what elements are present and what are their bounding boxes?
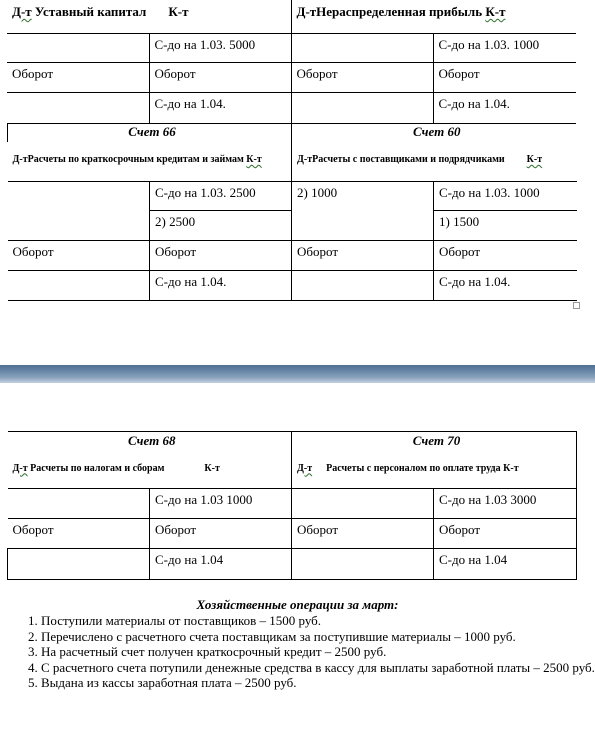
- cell-turnover: Оборот: [291, 62, 433, 92]
- header-payroll: [292, 451, 577, 489]
- table-resize-handle[interactable]: [573, 302, 580, 309]
- operation-item: 1. Поступили материалы от поставщиков – 1500 руб.: [41, 613, 595, 629]
- cell-turnover: Оборот: [292, 519, 434, 549]
- header-short-term-loans: [8, 142, 292, 181]
- cell-opening-balance: С-до на 1.03. 1000: [434, 181, 577, 210]
- cell-empty: [7, 92, 149, 123]
- account-name-60: [292, 123, 577, 142]
- account-number: Счет 70: [412, 433, 461, 448]
- operations-list: [0, 613, 595, 691]
- page-separator: [0, 365, 595, 383]
- cell-turnover: Оборот: [292, 240, 434, 270]
- account-name-66: [8, 123, 292, 142]
- header-retained-earnings: [291, 0, 576, 33]
- cell-opening-balance: С-до на 1.03. 2500: [150, 181, 292, 210]
- cell-closing-balance: С-до на 1.04: [434, 549, 577, 580]
- credit-label: К-т: [246, 154, 262, 165]
- header-taxes: [8, 451, 292, 489]
- cell-opening-balance: С-до на 1.03. 5000: [149, 33, 291, 62]
- cell-turnover: Оборот: [149, 62, 291, 92]
- account-name-68: [8, 432, 292, 451]
- cell-closing-balance: С-до на 1.04.: [150, 270, 292, 300]
- cell-turnover: Оборот: [150, 519, 292, 549]
- account-title: Расчеты по краткосрочным кредитам и займам: [27, 154, 244, 165]
- cell-empty: [292, 489, 434, 519]
- cell-turnover: Оборот: [150, 240, 292, 270]
- account-table-66-60: [7, 123, 577, 301]
- debit-label: Д-т: [296, 4, 317, 19]
- account-table-68-70: [7, 431, 577, 580]
- credit-label: К-т: [204, 462, 220, 474]
- debit-label: Д-т: [297, 462, 313, 474]
- credit-label: К-т: [485, 4, 506, 19]
- cell-turnover: Оборот: [7, 62, 149, 92]
- operation-item: 4. С расчетного счета потупили денежные средства в кассу для выплаты заработной платы – 2500 руб.: [41, 660, 595, 676]
- debit-label: Д-т: [12, 462, 28, 474]
- account-title: Расчеты с персоналом по оплате труда: [326, 462, 501, 474]
- cell-turnover: Оборот: [8, 519, 150, 549]
- credit-label: К-т: [503, 462, 519, 474]
- cell-empty: [291, 92, 433, 123]
- account-title: Расчеты с поставщиками и подрядчиками: [312, 154, 505, 165]
- account-title: Уставный капитал: [34, 4, 147, 19]
- operation-item: 3. На расчетный счет получен краткосрочный кредит – 2500 руб.: [41, 644, 595, 660]
- debit-label: Д-т: [12, 154, 28, 165]
- debit-label: Д-т: [12, 4, 32, 19]
- cell-empty: [292, 270, 434, 300]
- cell-turnover: Оборот: [433, 62, 576, 92]
- account-number: Счет 60: [413, 124, 461, 139]
- cell-turnover: Оборот: [8, 240, 150, 270]
- cell-turnover: Оборот: [434, 519, 577, 549]
- operations-title: Хозяйственные операции за март:: [196, 597, 399, 612]
- cell-closing-balance: С-до на 1.04.: [433, 92, 576, 123]
- cell-opening-balance: С-до на 1.03 3000: [434, 489, 577, 519]
- account-number: Счет 68: [128, 433, 176, 448]
- cell-credit-entry: 1) 1500: [434, 210, 577, 240]
- cell-debit-entry: 2) 1000: [292, 181, 434, 240]
- header-suppliers: [292, 142, 577, 181]
- account-title: Расчеты по налогам и сборам: [30, 462, 165, 474]
- cell-empty: [7, 33, 149, 62]
- cell-turnover: Оборот: [434, 240, 577, 270]
- account-number: Счет 66: [128, 124, 176, 139]
- account-table-capital-profit: [7, 0, 576, 124]
- operation-item: 2. Перечислено с расчетного счета поставщикам за поступившие материалы – 1000 руб.: [41, 629, 595, 645]
- cell-opening-balance: С-до на 1.03. 1000: [433, 33, 576, 62]
- cell-empty: [8, 270, 150, 300]
- cell-empty: [291, 33, 433, 62]
- header-capital: [7, 0, 291, 33]
- cell-empty: [8, 549, 150, 580]
- cell-empty: [8, 181, 150, 240]
- operation-item: 5. Выдана из кассы заработная плата – 2500 руб.: [41, 675, 595, 691]
- cell-closing-balance: С-до на 1.04: [150, 549, 292, 580]
- credit-label: К-т: [168, 4, 189, 19]
- account-name-70: [292, 432, 577, 451]
- cell-empty: [8, 489, 150, 519]
- cell-opening-balance: С-до на 1.03 1000: [150, 489, 292, 519]
- cell-closing-balance: С-до на 1.04.: [149, 92, 291, 123]
- account-title: Нераспределенная прибыль: [316, 4, 483, 19]
- debit-label: Д-т: [297, 154, 313, 165]
- cell-empty: [292, 549, 434, 580]
- cell-credit-entry: 2) 2500: [150, 210, 292, 240]
- credit-label: К-т: [526, 154, 543, 165]
- cell-closing-balance: С-до на 1.04.: [434, 270, 577, 300]
